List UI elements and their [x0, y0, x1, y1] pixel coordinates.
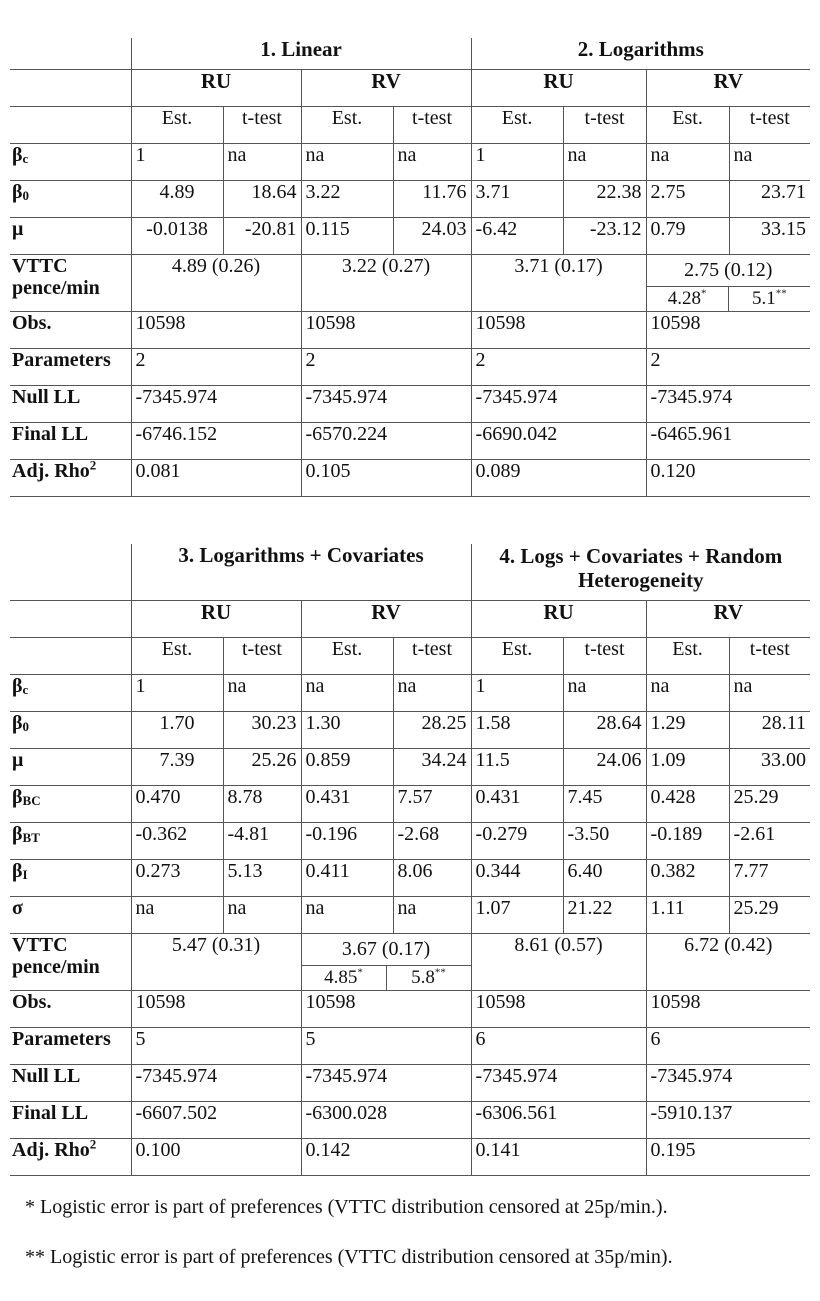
- cell: -6746.152: [131, 423, 301, 460]
- col-ttest: t-test: [563, 638, 646, 675]
- cell: -6607.502: [131, 1102, 301, 1139]
- vttc-extra-b: 5.8**: [386, 966, 471, 990]
- cell: na: [223, 897, 301, 934]
- row-label: VTTC pence/min: [10, 255, 131, 312]
- cell: -5910.137: [646, 1102, 810, 1139]
- cell: 5: [131, 1028, 301, 1065]
- cell: 25.29: [729, 786, 810, 823]
- cell: 7.39: [131, 749, 223, 786]
- cell: 1.11: [646, 897, 729, 934]
- cell: -0.189: [646, 823, 729, 860]
- spec-rv: RV: [301, 70, 471, 107]
- row-final-ll: [10, 1102, 810, 1139]
- row-label: βBT: [10, 823, 131, 860]
- row-beta-c: [10, 675, 810, 712]
- row-sigma: [10, 897, 810, 934]
- row-beta-bc: [10, 786, 810, 823]
- cell: 0.100: [131, 1139, 301, 1176]
- footnote-35p: ** Logistic error is part of preferences (VTTC distribution censored at 35p/min).: [25, 1246, 673, 1268]
- row-mu: [10, 218, 810, 255]
- cell: 1.58: [471, 712, 563, 749]
- spec-rv: RV: [646, 601, 810, 638]
- row-label: Adj. Rho$^2$: [10, 1139, 131, 1176]
- row-label: μ: [10, 749, 131, 786]
- cell: na: [729, 675, 810, 712]
- cell: 28.11: [729, 712, 810, 749]
- col-ttest: t-test: [393, 638, 471, 675]
- cell: -4.81: [223, 823, 301, 860]
- specification-header-row: [10, 70, 810, 107]
- row-label: Null LL: [10, 386, 131, 423]
- cell: 0.431: [301, 786, 393, 823]
- cell: 0.431: [471, 786, 563, 823]
- cell: 0.344: [471, 860, 563, 897]
- cell: 0.115: [301, 218, 393, 255]
- cell: 0.141: [471, 1139, 646, 1176]
- cell: 25.26: [223, 749, 301, 786]
- cell: 0.411: [301, 860, 393, 897]
- row-label: Obs.: [10, 312, 131, 349]
- row-label: Obs.: [10, 991, 131, 1028]
- cell: -6300.028: [301, 1102, 471, 1139]
- vttc-extra-b: 5.1**: [728, 287, 810, 311]
- cell: 10598: [471, 312, 646, 349]
- footnote-25p: * Logistic error is part of preferences (VTTC distribution censored at 25p/min.).: [25, 1196, 668, 1218]
- cell: na: [393, 144, 471, 181]
- cell: -7345.974: [646, 1065, 810, 1102]
- cell: -7345.974: [131, 1065, 301, 1102]
- cell: 2: [301, 349, 471, 386]
- row-vttc: [10, 255, 810, 312]
- corner-cell: [10, 638, 131, 675]
- cell: 21.22: [563, 897, 646, 934]
- cell: 2: [471, 349, 646, 386]
- vttc-extra-a: 4.28*: [667, 287, 707, 309]
- corner-cell: [10, 601, 131, 638]
- model-title-random-heterogeneity: 4. Logs + Covariates + Random Heterogeneity: [471, 544, 810, 601]
- cell: 0.120: [646, 460, 810, 497]
- cell: 0.859: [301, 749, 393, 786]
- cell: -0.196: [301, 823, 393, 860]
- row-beta-c: [10, 144, 810, 181]
- cell: na: [223, 675, 301, 712]
- row-label: Null LL: [10, 1065, 131, 1102]
- cell: 11.5: [471, 749, 563, 786]
- cell: 3.71: [471, 181, 563, 218]
- cell: na: [301, 675, 393, 712]
- results-table-2: [10, 544, 810, 1176]
- vttc-value: 3.22 (0.27): [301, 255, 471, 312]
- cell: 6: [471, 1028, 646, 1065]
- cell: -2.61: [729, 823, 810, 860]
- row-beta-0: [10, 712, 810, 749]
- col-est: Est.: [131, 107, 223, 144]
- vttc-value-split: 2.75 (0.12) 4.28* 5.1**: [646, 255, 810, 312]
- cell: 1.09: [646, 749, 729, 786]
- vttc-value: 8.61 (0.57): [471, 934, 646, 991]
- row-final-ll: [10, 423, 810, 460]
- cell: 7.45: [563, 786, 646, 823]
- row-obs: [10, 312, 810, 349]
- cell: -20.81: [223, 218, 301, 255]
- row-label: Parameters: [10, 349, 131, 386]
- row-parameters: [10, 1028, 810, 1065]
- cell: 11.76: [393, 181, 471, 218]
- col-est: Est.: [646, 107, 729, 144]
- cell: 0.195: [646, 1139, 810, 1176]
- cell: -2.68: [393, 823, 471, 860]
- col-est: Est.: [301, 638, 393, 675]
- column-header-row: [10, 107, 810, 144]
- row-label: βc: [10, 144, 131, 181]
- row-beta-i: [10, 860, 810, 897]
- vttc-value: 3.71 (0.17): [471, 255, 646, 312]
- corner-cell: [10, 70, 131, 107]
- model-title-log-covariates: 3. Logarithms + Covariates: [131, 544, 471, 601]
- cell: -0.0138: [131, 218, 223, 255]
- row-label: σ: [10, 897, 131, 934]
- cell: 7.77: [729, 860, 810, 897]
- cell: 4.89: [131, 181, 223, 218]
- row-label: Adj. Rho$^2$: [10, 460, 131, 497]
- cell: 10598: [131, 312, 301, 349]
- row-label: β0: [10, 181, 131, 218]
- cell: 0.428: [646, 786, 729, 823]
- cell: 1.29: [646, 712, 729, 749]
- cell: 2: [646, 349, 810, 386]
- col-ttest: t-test: [393, 107, 471, 144]
- cell: -7345.974: [131, 386, 301, 423]
- cell: 10598: [646, 312, 810, 349]
- cell: 25.29: [729, 897, 810, 934]
- cell: 10598: [131, 991, 301, 1028]
- cell: -7345.974: [471, 1065, 646, 1102]
- cell: 33.15: [729, 218, 810, 255]
- row-label: βI: [10, 860, 131, 897]
- cell: -7345.974: [646, 386, 810, 423]
- corner-cell: [10, 38, 131, 70]
- row-label: βBC: [10, 786, 131, 823]
- vttc-value: 6.72 (0.42): [646, 934, 810, 991]
- col-est: Est.: [471, 107, 563, 144]
- corner-cell: [10, 107, 131, 144]
- cell: 2: [131, 349, 301, 386]
- cell: 6: [646, 1028, 810, 1065]
- cell: na: [646, 144, 729, 181]
- corner-cell: [10, 544, 131, 601]
- row-label: Parameters: [10, 1028, 131, 1065]
- row-mu: [10, 749, 810, 786]
- col-ttest: t-test: [563, 107, 646, 144]
- cell: na: [729, 144, 810, 181]
- cell: na: [301, 897, 393, 934]
- model-header-row: [10, 544, 810, 601]
- cell: 7.57: [393, 786, 471, 823]
- cell: 24.03: [393, 218, 471, 255]
- row-label: Final LL: [10, 423, 131, 460]
- row-parameters: [10, 349, 810, 386]
- cell: 0.382: [646, 860, 729, 897]
- spec-rv: RV: [301, 601, 471, 638]
- cell: 10598: [301, 991, 471, 1028]
- cell: 5: [301, 1028, 471, 1065]
- col-est: Est.: [471, 638, 563, 675]
- cell: 28.25: [393, 712, 471, 749]
- cell: na: [646, 675, 729, 712]
- cell: 2.75: [646, 181, 729, 218]
- vttc-value: 5.47 (0.31): [131, 934, 301, 991]
- row-label: Final LL: [10, 1102, 131, 1139]
- spec-rv: RV: [646, 70, 810, 107]
- model-title-linear: 1. Linear: [131, 38, 471, 70]
- cell: -7345.974: [301, 1065, 471, 1102]
- cell: 1.30: [301, 712, 393, 749]
- cell: 5.13: [223, 860, 301, 897]
- row-beta-bt: [10, 823, 810, 860]
- vttc-extra-a: 4.85*: [324, 966, 363, 988]
- specification-header-row: [10, 601, 810, 638]
- cell: -6.42: [471, 218, 563, 255]
- cell: na: [223, 144, 301, 181]
- row-label: VTTC pence/min: [10, 934, 131, 991]
- cell: 1.07: [471, 897, 563, 934]
- cell: 0.081: [131, 460, 301, 497]
- cell: na: [393, 897, 471, 934]
- spec-ru: RU: [131, 70, 301, 107]
- cell: -6306.561: [471, 1102, 646, 1139]
- cell: na: [301, 144, 393, 181]
- cell: 10598: [471, 991, 646, 1028]
- cell: 0.470: [131, 786, 223, 823]
- cell: 1: [471, 144, 563, 181]
- cell: 1.70: [131, 712, 223, 749]
- cell: 18.64: [223, 181, 301, 218]
- cell: 0.089: [471, 460, 646, 497]
- row-obs: [10, 991, 810, 1028]
- cell: -23.12: [563, 218, 646, 255]
- cell: 30.23: [223, 712, 301, 749]
- cell: 1: [471, 675, 563, 712]
- cell: 24.06: [563, 749, 646, 786]
- row-label: βc: [10, 675, 131, 712]
- model-header-row: [10, 38, 810, 70]
- cell: -0.279: [471, 823, 563, 860]
- col-ttest: t-test: [223, 638, 301, 675]
- results-table-1: [10, 38, 810, 497]
- col-ttest: t-test: [729, 107, 810, 144]
- cell: 1: [131, 675, 223, 712]
- cell: -0.362: [131, 823, 223, 860]
- row-beta-0: [10, 181, 810, 218]
- vttc-value: 4.89 (0.26): [131, 255, 301, 312]
- column-header-row: [10, 638, 810, 675]
- cell: -6570.224: [301, 423, 471, 460]
- cell: 6.40: [563, 860, 646, 897]
- spec-ru: RU: [471, 601, 646, 638]
- cell: 23.71: [729, 181, 810, 218]
- row-label: μ: [10, 218, 131, 255]
- row-vttc: [10, 934, 810, 991]
- row-adj-rho: [10, 1139, 810, 1176]
- cell: 1: [131, 144, 223, 181]
- cell: 34.24: [393, 749, 471, 786]
- cell: 0.142: [301, 1139, 471, 1176]
- cell: 10598: [301, 312, 471, 349]
- row-label: β0: [10, 712, 131, 749]
- col-est: Est.: [131, 638, 223, 675]
- row-null-ll: [10, 386, 810, 423]
- col-ttest: t-test: [729, 638, 810, 675]
- cell: 33.00: [729, 749, 810, 786]
- cell: -3.50: [563, 823, 646, 860]
- cell: 8.78: [223, 786, 301, 823]
- model-title-logarithms: 2. Logarithms: [471, 38, 810, 70]
- cell: 0.273: [131, 860, 223, 897]
- cell: 10598: [646, 991, 810, 1028]
- cell: -6465.961: [646, 423, 810, 460]
- cell: 22.38: [563, 181, 646, 218]
- row-null-ll: [10, 1065, 810, 1102]
- cell: -7345.974: [471, 386, 646, 423]
- col-est: Est.: [301, 107, 393, 144]
- cell: -6690.042: [471, 423, 646, 460]
- cell: 0.105: [301, 460, 471, 497]
- col-est: Est.: [646, 638, 729, 675]
- spec-ru: RU: [131, 601, 301, 638]
- cell: 28.64: [563, 712, 646, 749]
- vttc-value-split: 3.67 (0.17) 4.85* 5.8**: [301, 934, 471, 991]
- row-adj-rho: [10, 460, 810, 497]
- cell: 0.79: [646, 218, 729, 255]
- cell: 3.22: [301, 181, 393, 218]
- cell: na: [563, 675, 646, 712]
- cell: na: [563, 144, 646, 181]
- cell: 8.06: [393, 860, 471, 897]
- spec-ru: RU: [471, 70, 646, 107]
- cell: -7345.974: [301, 386, 471, 423]
- col-ttest: t-test: [223, 107, 301, 144]
- cell: na: [393, 675, 471, 712]
- cell: na: [131, 897, 223, 934]
